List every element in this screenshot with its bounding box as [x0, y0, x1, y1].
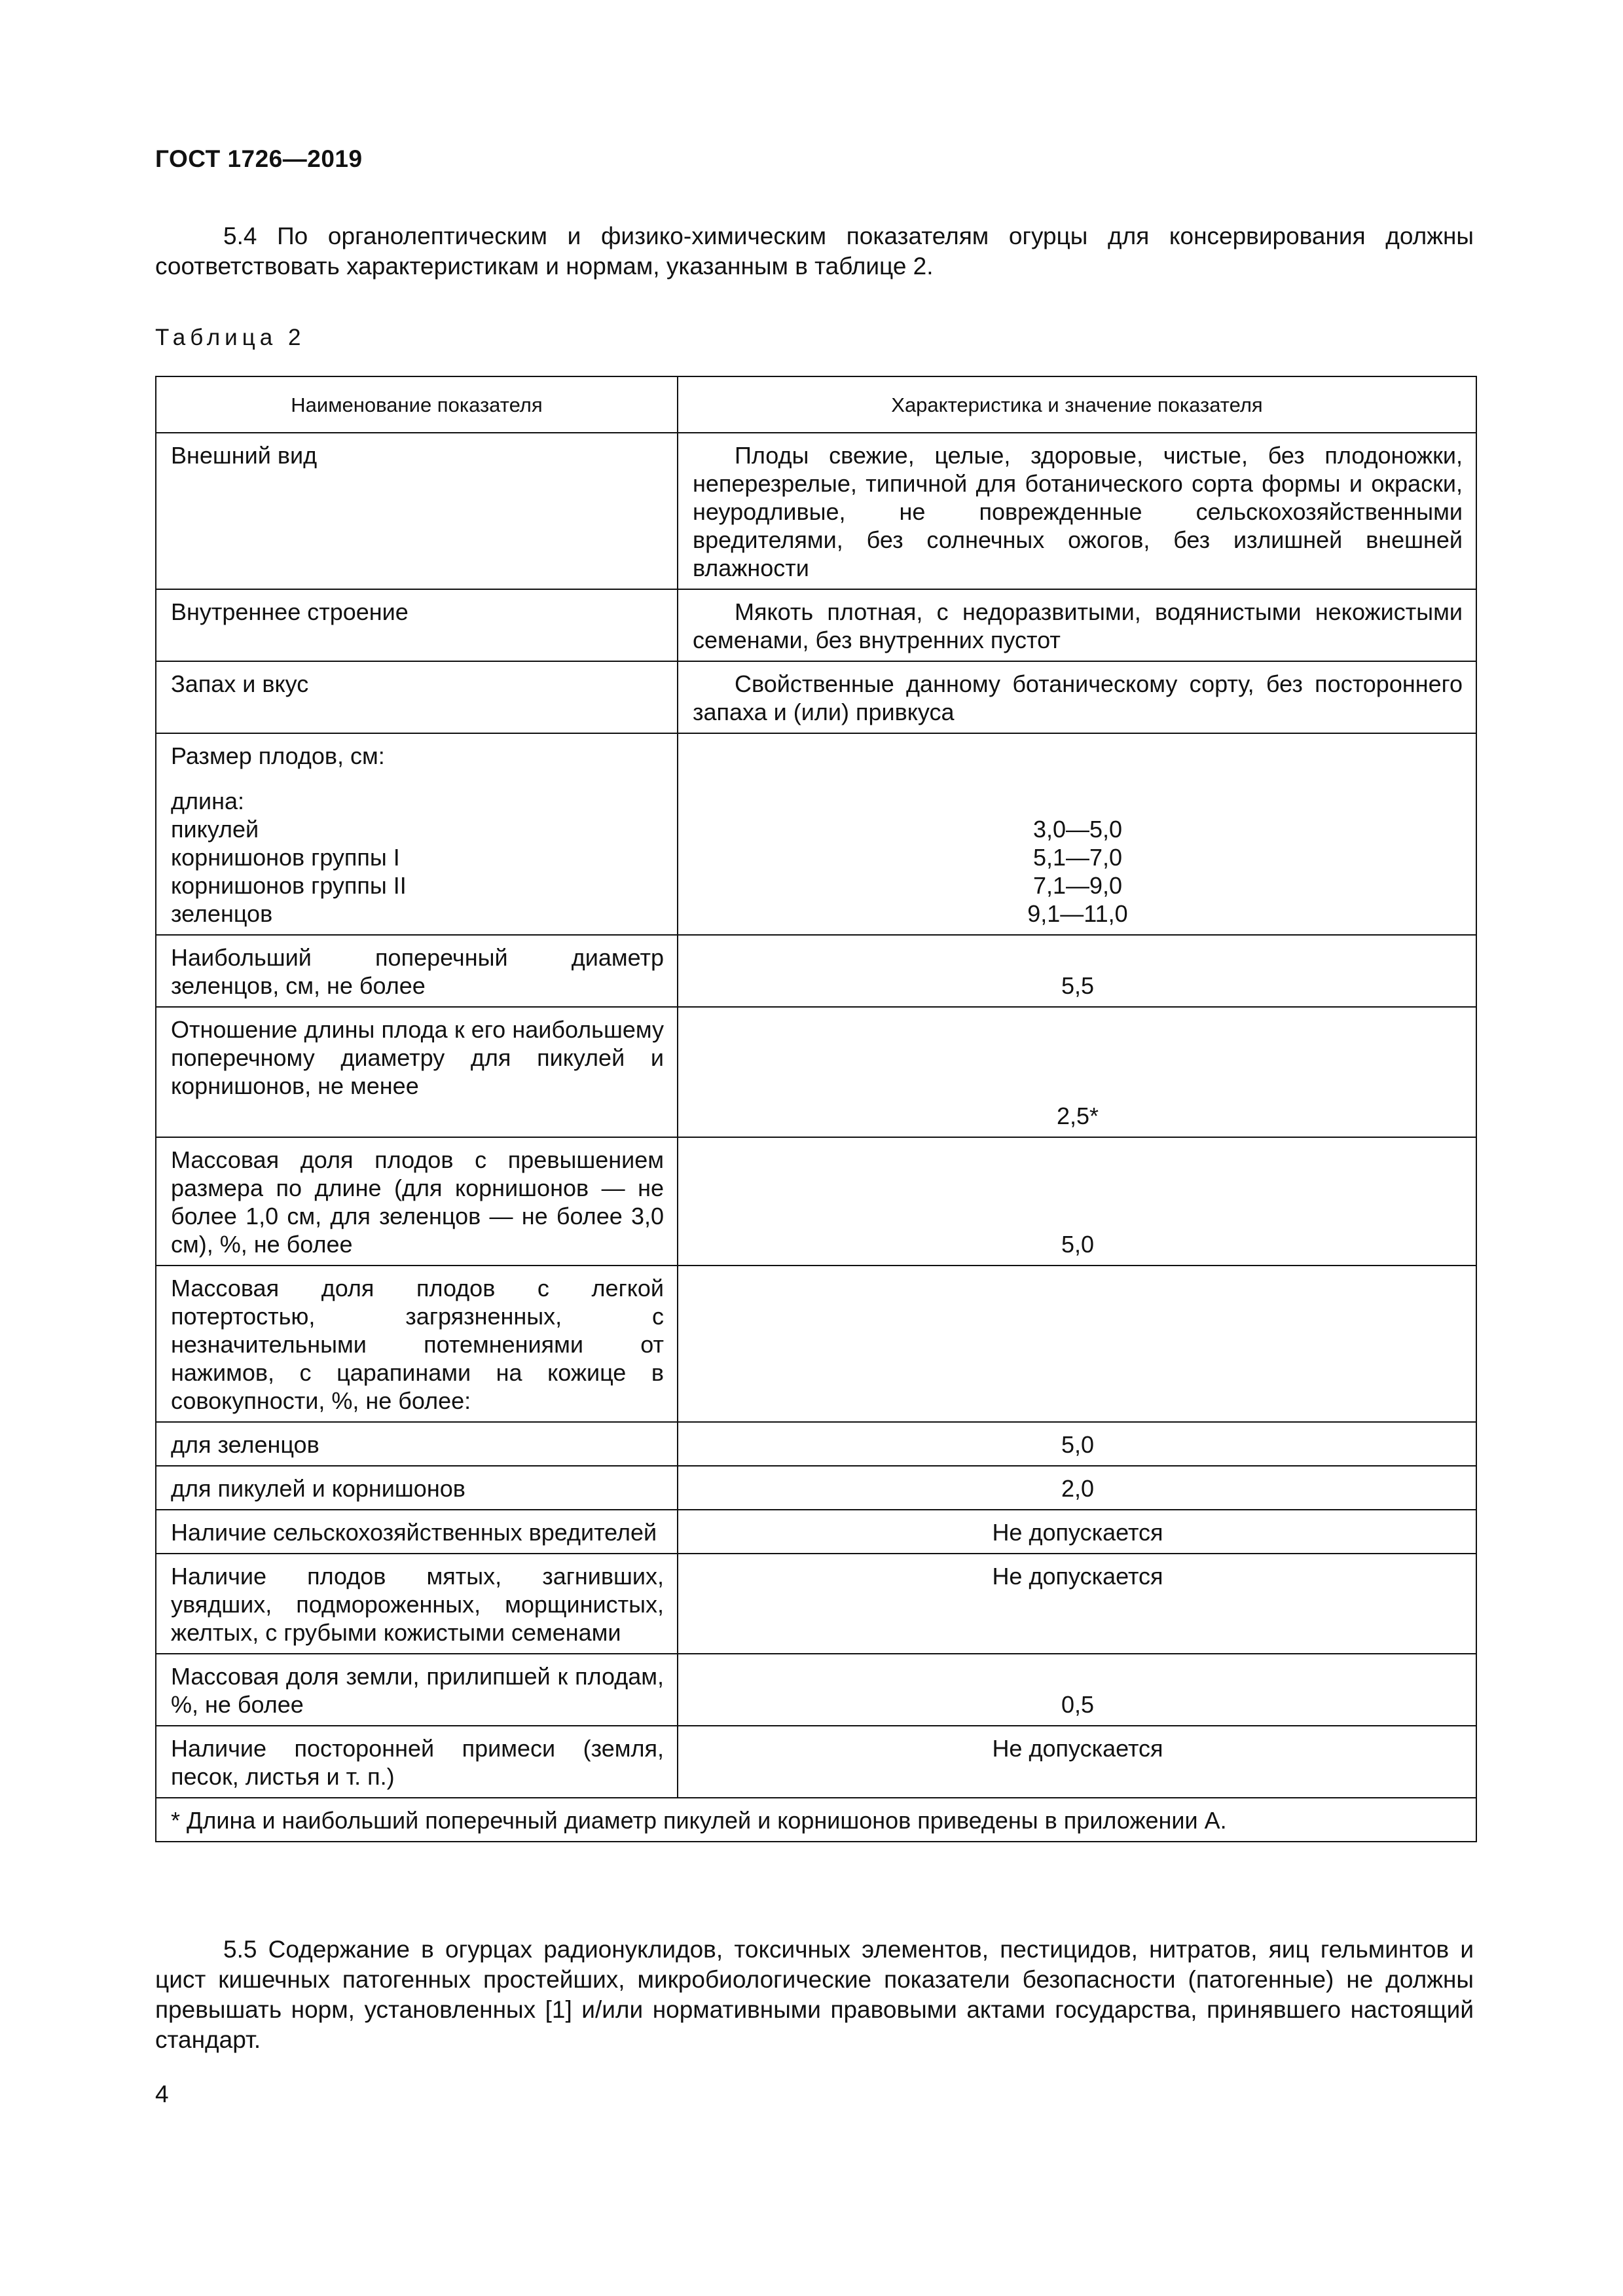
- row-name: Массовая доля земли, прилипшей к плодам, %, не более: [156, 1654, 678, 1726]
- size-item-name: зеленцов: [171, 900, 273, 927]
- table-footnote: * Длина и наибольший поперечный диаметр пикулей и корнишонов приведены в приложении А.: [156, 1798, 1476, 1842]
- row-name: Отношение длины плода к его наибольшему поперечному диаметру для пикулей и корнишонов, не менее: [156, 1007, 678, 1137]
- table-row: [156, 1266, 1476, 1422]
- row-value: Не допускается: [678, 1510, 1476, 1554]
- row-name: Наличие плодов мятых, загнивших, увядших, подмороженных, морщинистых, желтых, с грубыми кожистыми семенами: [156, 1554, 678, 1654]
- row-value: 0,5: [678, 1654, 1476, 1726]
- table-row: [156, 433, 1476, 589]
- size-group-title: Размер плодов, см:: [171, 742, 385, 769]
- row-name: Наличие посторонней примеси (земля, песок, листья и т. п.): [156, 1726, 678, 1798]
- document-header: ГОСТ 1726—2019: [155, 145, 363, 172]
- table-row: [156, 1466, 1476, 1510]
- row-value: Не допускается: [678, 1554, 1476, 1654]
- row-value: 5,5: [678, 935, 1476, 1007]
- row-name: Наибольший поперечный диаметр зеленцов, см, не более: [156, 935, 678, 1007]
- row-value-size-group: [678, 733, 1476, 935]
- row-name: Наличие сельскохозяйственных вредителей: [156, 1510, 678, 1554]
- size-item-value: 9,1—11,0: [1027, 900, 1128, 927]
- paragraph-5-5: 5.5 Содержание в огурцах радионуклидов, токсичных элементов, пестицидов, нитратов, яиц гельминтов и цист кишечных патогенных простейших, микробиологические показатели безопасности (патогенные) не должны превышать норм, установленных [1] и/или нормативными правовыми актами государства, принявшего настоящий стандарт.: [155, 1936, 1474, 2053]
- size-item-value: 3,0—5,0: [1032, 816, 1123, 843]
- table-header-row: [156, 376, 1476, 433]
- row-value: Плоды свежие, целые, здоровые, чистые, без плодоножки, неперезрелые, типичной для ботанического сорта формы и окраски, неуродливые, не поврежденные сельскохозяйственными вредителями, без солнечных ожогов, без излишней внешней влажности: [678, 433, 1476, 589]
- table-row: [156, 661, 1476, 733]
- row-name: Внутреннее строение: [156, 589, 678, 661]
- table-footnote-row: [156, 1798, 1476, 1842]
- table-row: [156, 733, 1476, 935]
- row-value: [678, 1266, 1476, 1422]
- table-row: [156, 1137, 1476, 1266]
- table-row: [156, 1554, 1476, 1654]
- row-name: для пикулей и корнишонов: [156, 1466, 678, 1510]
- row-name: Массовая доля плодов с легкой потертостью, загрязненных, с незначительными потемнениями от нажимов, с царапинами на кожице в совокупности, %, не более:: [156, 1266, 678, 1422]
- row-value: Мякоть плотная, с недоразвитыми, водянистыми некожистыми семенами, без внутренних пустот: [678, 589, 1476, 661]
- table-row: [156, 1007, 1476, 1137]
- row-value: 2,0: [678, 1466, 1476, 1510]
- indicators-table: [155, 376, 1477, 1842]
- row-value: 5,0: [678, 1422, 1476, 1466]
- table-row: [156, 1510, 1476, 1554]
- row-name: Запах и вкус: [156, 661, 678, 733]
- size-item-value: 7,1—9,0: [1032, 872, 1123, 899]
- table-row: [156, 589, 1476, 661]
- size-sub-label: длина:: [171, 788, 245, 814]
- paragraph-5-4: 5.4 По органолептическим и физико-химическим показателям огурцы для консервирования должны соответствовать характеристикам и нормам, указанным в таблице 2.: [155, 223, 1474, 280]
- row-name: Массовая доля плодов с превышением размера по длине (для корнишонов — не более 1,0 см, для зеленцов — не более 3,0 см), %, не более: [156, 1137, 678, 1266]
- row-name: для зеленцов: [156, 1422, 678, 1466]
- row-value: Свойственные данному ботаническому сорту, без постороннего запаха и (или) привкуса: [678, 661, 1476, 733]
- table-row: [156, 935, 1476, 1007]
- size-item-value: 5,1—7,0: [1032, 844, 1123, 871]
- column-header-value: Характеристика и значение показателя: [678, 376, 1476, 433]
- page-number: 4: [155, 2081, 169, 2107]
- size-item-name: корнишонов группы II: [171, 872, 407, 899]
- size-item-name: пикулей: [171, 816, 259, 843]
- table-row: [156, 1726, 1476, 1798]
- row-value: 2,5*: [678, 1007, 1476, 1137]
- table-row: [156, 1422, 1476, 1466]
- table-caption: Таблица 2: [155, 325, 306, 350]
- row-name-size-group: [156, 733, 678, 935]
- row-name: Внешний вид: [156, 433, 678, 589]
- size-item-name: корнишонов группы I: [171, 844, 400, 871]
- row-value: Не допускается: [678, 1726, 1476, 1798]
- column-header-name: Наименование показателя: [156, 376, 678, 433]
- table-row: [156, 1654, 1476, 1726]
- row-value: 5,0: [678, 1137, 1476, 1266]
